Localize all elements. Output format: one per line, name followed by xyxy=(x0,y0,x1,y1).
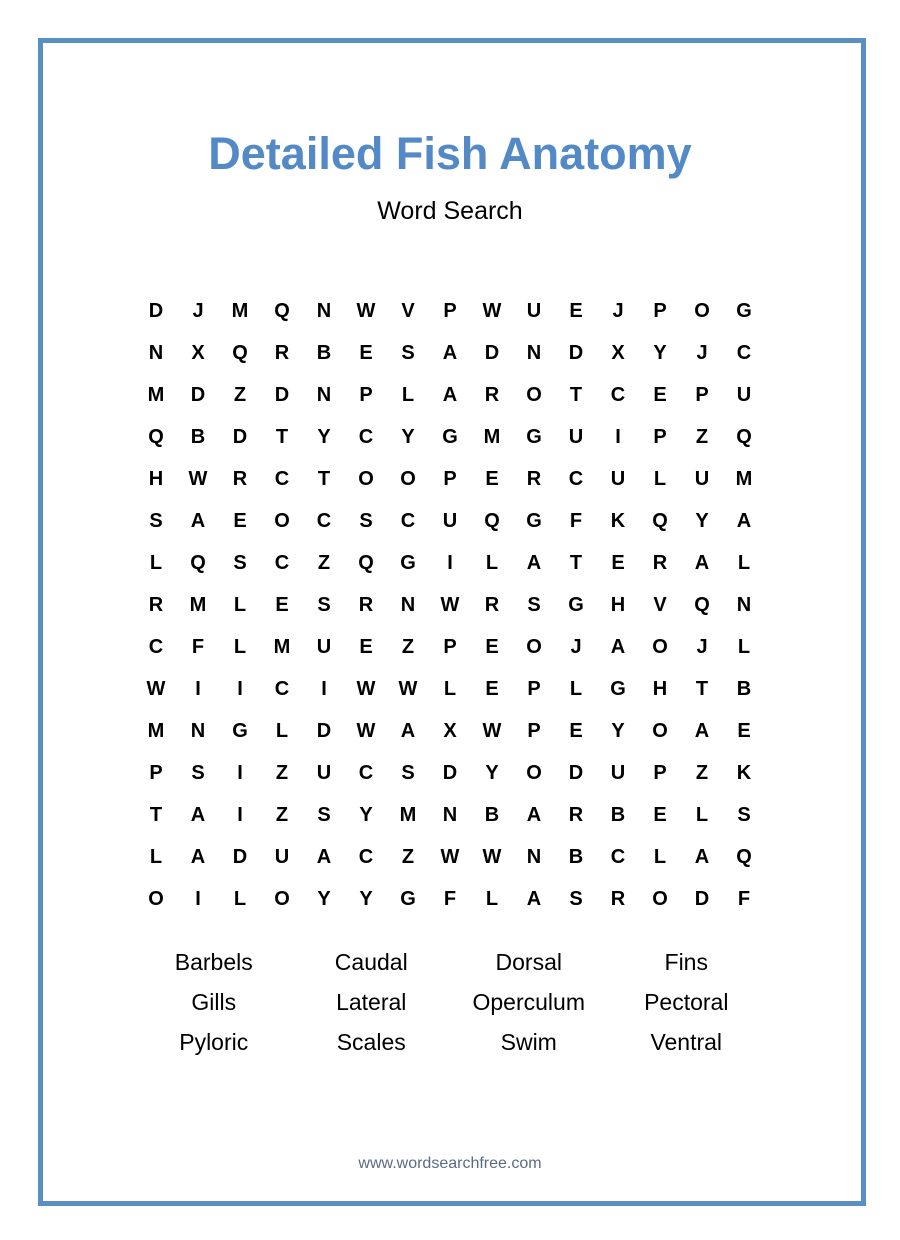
grid-cell[interactable]: L xyxy=(401,384,415,406)
grid-cell[interactable]: M xyxy=(189,594,207,616)
grid-cell[interactable]: A xyxy=(316,846,332,868)
grid-cell[interactable]: A xyxy=(736,510,752,532)
grid-cell[interactable]: D xyxy=(484,342,500,364)
word-list-item: Barbels xyxy=(174,949,253,975)
grid-row xyxy=(135,710,765,752)
grid-cell[interactable]: F xyxy=(569,510,583,532)
grid-cell[interactable]: D xyxy=(190,384,206,406)
grid-cell[interactable]: A xyxy=(610,636,626,658)
word-list-item: Dorsal xyxy=(495,949,562,975)
grid-cell[interactable]: L xyxy=(737,636,751,658)
grid-cell[interactable]: C xyxy=(274,468,290,490)
grid-cell[interactable]: X xyxy=(191,342,205,364)
grid-cell[interactable]: R xyxy=(484,594,500,616)
grid-cell[interactable]: M xyxy=(231,300,249,322)
grid-cell[interactable]: E xyxy=(233,510,247,532)
grid-cell[interactable]: L xyxy=(443,678,457,700)
grid-row xyxy=(135,374,765,416)
grid-cell[interactable]: L xyxy=(233,636,247,658)
grid-cell[interactable]: D xyxy=(148,300,164,322)
grid-cell[interactable]: J xyxy=(612,300,624,322)
grid-cell[interactable]: N xyxy=(400,594,416,616)
grid-row xyxy=(135,500,765,542)
grid-cell[interactable]: F xyxy=(443,888,457,910)
grid-cell[interactable]: T xyxy=(695,678,709,700)
grid-cell[interactable]: N xyxy=(526,342,542,364)
grid-cell[interactable]: K xyxy=(736,762,752,784)
grid-cell[interactable]: N xyxy=(526,846,542,868)
grid-cell[interactable]: W xyxy=(482,300,502,322)
grid-cell[interactable]: M xyxy=(735,468,753,490)
grid-cell[interactable]: U xyxy=(316,762,332,784)
grid-cell[interactable]: O xyxy=(652,888,668,910)
grid-row xyxy=(135,332,765,374)
grid-cell[interactable]: Q xyxy=(232,342,248,364)
grid-row xyxy=(135,416,765,458)
grid-cell[interactable]: P xyxy=(149,762,163,784)
grid-cell[interactable]: O xyxy=(400,468,416,490)
grid-row xyxy=(135,794,765,836)
grid-cell[interactable]: I xyxy=(447,552,453,574)
grid-cell[interactable]: D xyxy=(316,720,332,742)
grid-cell[interactable]: S xyxy=(359,510,373,532)
grid-cell[interactable]: B xyxy=(568,846,584,868)
word-list-item: Lateral xyxy=(336,989,407,1015)
grid-cell[interactable]: L xyxy=(149,846,163,868)
grid-cell[interactable]: S xyxy=(737,804,751,826)
grid-cell[interactable]: S xyxy=(401,762,415,784)
grid-cell[interactable]: Q xyxy=(736,426,752,448)
grid-cell[interactable]: M xyxy=(399,804,417,826)
grid-cell[interactable]: N xyxy=(148,342,164,364)
grid-cell[interactable]: O xyxy=(526,762,542,784)
grid-cell[interactable]: N xyxy=(316,384,332,406)
grid-cell[interactable]: T xyxy=(149,804,163,826)
grid-cell[interactable]: R xyxy=(274,342,290,364)
grid-cell[interactable]: A xyxy=(400,720,416,742)
grid-cell[interactable]: Y xyxy=(359,888,373,910)
grid-cell[interactable]: G xyxy=(400,888,416,910)
grid-cell[interactable]: K xyxy=(610,510,626,532)
grid-cell[interactable]: D xyxy=(232,426,248,448)
grid-cell[interactable]: Q xyxy=(484,510,500,532)
grid-cell[interactable]: Y xyxy=(359,804,373,826)
grid-cell[interactable]: M xyxy=(273,636,291,658)
grid-cell[interactable]: C xyxy=(358,846,374,868)
grid-cell[interactable]: M xyxy=(147,384,165,406)
grid-cell[interactable]: C xyxy=(568,468,584,490)
grid-cell[interactable]: O xyxy=(274,510,290,532)
grid-cell[interactable]: R xyxy=(526,468,542,490)
grid-cell[interactable]: C xyxy=(274,678,290,700)
grid-cell[interactable]: U xyxy=(274,846,290,868)
grid-cell[interactable]: P xyxy=(359,384,373,406)
grid-cell[interactable]: F xyxy=(737,888,751,910)
grid-cell[interactable]: A xyxy=(694,720,710,742)
grid-cell[interactable]: C xyxy=(736,342,752,364)
grid-cell[interactable]: H xyxy=(652,678,668,700)
grid-cell[interactable]: V xyxy=(401,300,415,322)
grid-cell[interactable]: H xyxy=(610,594,626,616)
grid-cell[interactable]: S xyxy=(233,552,247,574)
word-list-item: Scales xyxy=(336,1029,406,1055)
grid-cell[interactable]: L xyxy=(485,552,499,574)
grid-cell[interactable]: P xyxy=(443,468,457,490)
grid-cell[interactable]: U xyxy=(694,468,710,490)
grid-cell[interactable]: N xyxy=(316,300,332,322)
grid-cell[interactable]: S xyxy=(191,762,205,784)
word-list-item: Gills xyxy=(191,989,237,1015)
grid-cell[interactable]: C xyxy=(148,636,164,658)
grid-cell[interactable]: C xyxy=(274,552,290,574)
grid-cell[interactable]: R xyxy=(652,552,668,574)
grid-cell[interactable]: L xyxy=(653,846,667,868)
grid-cell[interactable]: I xyxy=(237,678,243,700)
grid-cell[interactable]: G xyxy=(526,426,542,448)
grid-cell[interactable]: G xyxy=(232,720,248,742)
grid-cell[interactable]: U xyxy=(568,426,584,448)
grid-cell[interactable]: E xyxy=(569,300,583,322)
grid-cell[interactable]: U xyxy=(610,468,626,490)
word-list xyxy=(135,942,765,1062)
grid-cell[interactable]: V xyxy=(653,594,667,616)
grid-cell[interactable]: I xyxy=(195,678,201,700)
grid-cell[interactable]: N xyxy=(190,720,206,742)
grid-cell[interactable]: Y xyxy=(611,720,625,742)
grid-cell[interactable]: P xyxy=(443,636,457,658)
grid-cell[interactable]: L xyxy=(569,678,583,700)
grid-cell[interactable]: Y xyxy=(485,762,499,784)
grid-row xyxy=(135,542,765,584)
grid-cell[interactable]: A xyxy=(442,384,458,406)
grid-cell[interactable]: R xyxy=(610,888,626,910)
grid-cell[interactable]: U xyxy=(316,636,332,658)
grid-cell[interactable]: S xyxy=(149,510,163,532)
grid-cell[interactable]: G xyxy=(568,594,584,616)
grid-cell[interactable]: Y xyxy=(653,342,667,364)
grid-cell[interactable]: Z xyxy=(401,846,415,868)
grid-cell[interactable]: U xyxy=(526,300,542,322)
grid-cell[interactable]: A xyxy=(190,510,206,532)
grid-cell[interactable]: Z xyxy=(695,762,709,784)
grid-row xyxy=(135,584,765,626)
grid-cell[interactable]: L xyxy=(233,888,247,910)
grid-cell[interactable]: E xyxy=(653,804,667,826)
grid-cell[interactable]: A xyxy=(190,846,206,868)
grid-cell[interactable]: O xyxy=(652,720,668,742)
word-list-item: Caudal xyxy=(334,949,408,975)
grid-cell[interactable]: A xyxy=(526,552,542,574)
grid-cell[interactable]: I xyxy=(237,762,243,784)
letter-grid xyxy=(135,290,765,920)
footer-url[interactable]: www.wordsearchfree.com xyxy=(358,1155,542,1172)
grid-cell[interactable]: J xyxy=(192,300,204,322)
grid-cell[interactable]: C xyxy=(610,846,626,868)
grid-cell[interactable]: N xyxy=(736,594,752,616)
grid-cell[interactable]: S xyxy=(401,342,415,364)
grid-cell[interactable]: A xyxy=(526,804,542,826)
grid-cell[interactable]: A xyxy=(190,804,206,826)
grid-row xyxy=(135,626,765,668)
grid-cell[interactable]: A xyxy=(694,846,710,868)
word-list-item: Operculum xyxy=(472,989,585,1015)
grid-cell[interactable]: D xyxy=(568,762,584,784)
grid-cell[interactable]: A xyxy=(694,552,710,574)
grid-cell[interactable]: M xyxy=(147,720,165,742)
grid-row xyxy=(135,458,765,500)
grid-cell[interactable]: B xyxy=(316,342,332,364)
grid-cell[interactable]: E xyxy=(653,384,667,406)
grid-cell[interactable]: M xyxy=(483,426,501,448)
grid-cell[interactable]: P xyxy=(527,720,541,742)
grid-cell[interactable]: E xyxy=(737,720,751,742)
grid-cell[interactable]: W xyxy=(356,720,376,742)
grid-cell[interactable]: S xyxy=(569,888,583,910)
grid-cell[interactable]: D xyxy=(442,762,458,784)
grid-row xyxy=(135,878,765,920)
grid-cell[interactable]: E xyxy=(485,636,499,658)
grid-cell[interactable]: X xyxy=(611,342,625,364)
grid-cell[interactable]: I xyxy=(321,678,327,700)
grid-cell[interactable]: R xyxy=(148,594,164,616)
grid-cell[interactable]: C xyxy=(610,384,626,406)
grid-cell[interactable]: P xyxy=(653,300,667,322)
grid-cell[interactable]: C xyxy=(358,762,374,784)
grid-cell[interactable]: Z xyxy=(233,384,247,406)
grid-cell[interactable]: P xyxy=(527,678,541,700)
grid-cell[interactable]: B xyxy=(190,426,206,448)
grid-cell[interactable]: N xyxy=(442,804,458,826)
grid-cell[interactable]: T xyxy=(569,384,583,406)
grid-cell[interactable]: L xyxy=(695,804,709,826)
grid-cell[interactable]: Q xyxy=(736,846,752,868)
grid-cell[interactable]: G xyxy=(400,552,416,574)
grid-cell[interactable]: B xyxy=(484,804,500,826)
grid-cell[interactable]: T xyxy=(569,552,583,574)
grid-cell[interactable]: S xyxy=(317,594,331,616)
grid-cell[interactable]: P xyxy=(653,426,667,448)
grid-cell[interactable]: E xyxy=(485,468,499,490)
grid-cell[interactable]: L xyxy=(737,552,751,574)
grid-cell[interactable]: Q xyxy=(358,552,374,574)
grid-cell[interactable]: Z xyxy=(317,552,331,574)
grid-cell[interactable]: R xyxy=(232,468,248,490)
grid-cell[interactable]: P xyxy=(695,384,709,406)
grid-cell[interactable]: U xyxy=(442,510,458,532)
grid-cell[interactable]: L xyxy=(149,552,163,574)
grid-cell[interactable]: Q xyxy=(694,594,710,616)
grid-cell[interactable]: C xyxy=(316,510,332,532)
grid-cell[interactable]: Q xyxy=(148,426,164,448)
grid-cell[interactable]: Z xyxy=(401,636,415,658)
grid-cell[interactable]: O xyxy=(526,384,542,406)
grid-cell[interactable]: X xyxy=(443,720,457,742)
grid-cell[interactable]: G xyxy=(526,510,542,532)
grid-cell[interactable]: W xyxy=(482,846,502,868)
grid-row xyxy=(135,752,765,794)
grid-cell[interactable]: W xyxy=(440,594,460,616)
grid-cell[interactable]: Z xyxy=(275,804,289,826)
grid-cell[interactable]: O xyxy=(526,636,542,658)
grid-cell[interactable]: Q xyxy=(190,552,206,574)
grid-cell[interactable]: D xyxy=(694,888,710,910)
grid-cell[interactable]: E xyxy=(569,720,583,742)
grid-cell[interactable]: A xyxy=(526,888,542,910)
grid-cell[interactable]: Y xyxy=(317,888,331,910)
grid-cell[interactable]: L xyxy=(233,594,247,616)
grid-cell[interactable]: E xyxy=(275,594,289,616)
grid-cell[interactable]: D xyxy=(274,384,290,406)
grid-cell[interactable]: Q xyxy=(652,510,668,532)
grid-cell[interactable]: J xyxy=(570,636,582,658)
grid-cell[interactable]: E xyxy=(359,636,373,658)
grid-cell[interactable]: E xyxy=(611,552,625,574)
grid-cell[interactable]: W xyxy=(146,678,166,700)
grid-cell[interactable]: F xyxy=(191,636,205,658)
grid-cell[interactable]: R xyxy=(568,804,584,826)
grid-cell[interactable]: Z xyxy=(695,426,709,448)
grid-cell[interactable]: E xyxy=(359,342,373,364)
grid-cell[interactable]: G xyxy=(610,678,626,700)
grid-cell[interactable]: O xyxy=(652,636,668,658)
grid-cell[interactable]: J xyxy=(696,636,708,658)
grid-cell[interactable]: P xyxy=(443,300,457,322)
grid-cell[interactable]: B xyxy=(736,678,752,700)
grid-cell[interactable]: T xyxy=(317,468,331,490)
page-title: Detailed Fish Anatomy xyxy=(208,128,692,179)
grid-cell[interactable]: Z xyxy=(275,762,289,784)
grid-cell[interactable]: W xyxy=(398,678,418,700)
grid-cell[interactable]: L xyxy=(653,468,667,490)
grid-cell[interactable]: Y xyxy=(401,426,415,448)
grid-cell[interactable]: O xyxy=(148,888,164,910)
grid-cell[interactable]: U xyxy=(610,762,626,784)
grid-cell[interactable]: O xyxy=(694,300,710,322)
grid-cell[interactable]: J xyxy=(696,342,708,364)
grid-cell[interactable]: Y xyxy=(317,426,331,448)
grid-cell[interactable]: G xyxy=(736,300,752,322)
grid-cell[interactable]: O xyxy=(274,888,290,910)
grid-cell[interactable]: W xyxy=(440,846,460,868)
grid-cell[interactable]: I xyxy=(615,426,621,448)
grid-row xyxy=(135,668,765,710)
grid-cell[interactable]: S xyxy=(317,804,331,826)
grid-cell[interactable]: D xyxy=(568,342,584,364)
word-list-item: Pyloric xyxy=(179,1029,249,1055)
grid-cell[interactable]: D xyxy=(232,846,248,868)
grid-cell[interactable]: C xyxy=(400,510,416,532)
grid-cell[interactable]: W xyxy=(188,468,208,490)
grid-cell[interactable]: W xyxy=(482,720,502,742)
grid-cell[interactable]: O xyxy=(358,468,374,490)
grid-cell[interactable]: E xyxy=(485,678,499,700)
grid-cell[interactable]: A xyxy=(442,342,458,364)
grid-cell[interactable]: W xyxy=(356,678,376,700)
grid-cell[interactable]: R xyxy=(358,594,374,616)
word-list-item: Ventral xyxy=(650,1029,723,1055)
grid-cell[interactable]: L xyxy=(275,720,289,742)
grid-cell[interactable]: I xyxy=(237,804,243,826)
word-list-item: Fins xyxy=(664,949,708,975)
grid-cell[interactable]: B xyxy=(610,804,626,826)
grid-cell[interactable]: S xyxy=(527,594,541,616)
grid-cell[interactable]: R xyxy=(484,384,500,406)
grid-cell[interactable]: H xyxy=(148,468,164,490)
grid-cell[interactable]: I xyxy=(195,888,201,910)
word-list-item: Swim xyxy=(500,1029,557,1055)
grid-cell[interactable]: U xyxy=(736,384,752,406)
grid-cell[interactable]: W xyxy=(356,300,376,322)
grid-cell[interactable]: C xyxy=(358,426,374,448)
grid-row xyxy=(135,290,765,332)
grid-cell[interactable]: L xyxy=(485,888,499,910)
grid-cell[interactable]: Y xyxy=(695,510,709,532)
grid-cell[interactable]: T xyxy=(275,426,289,448)
grid-row xyxy=(135,836,765,878)
grid-cell[interactable]: G xyxy=(442,426,458,448)
word-list-item: Pectoral xyxy=(644,989,729,1015)
page-subtitle: Word Search xyxy=(377,197,523,225)
grid-cell[interactable]: P xyxy=(653,762,667,784)
grid-cell[interactable]: Q xyxy=(274,300,290,322)
